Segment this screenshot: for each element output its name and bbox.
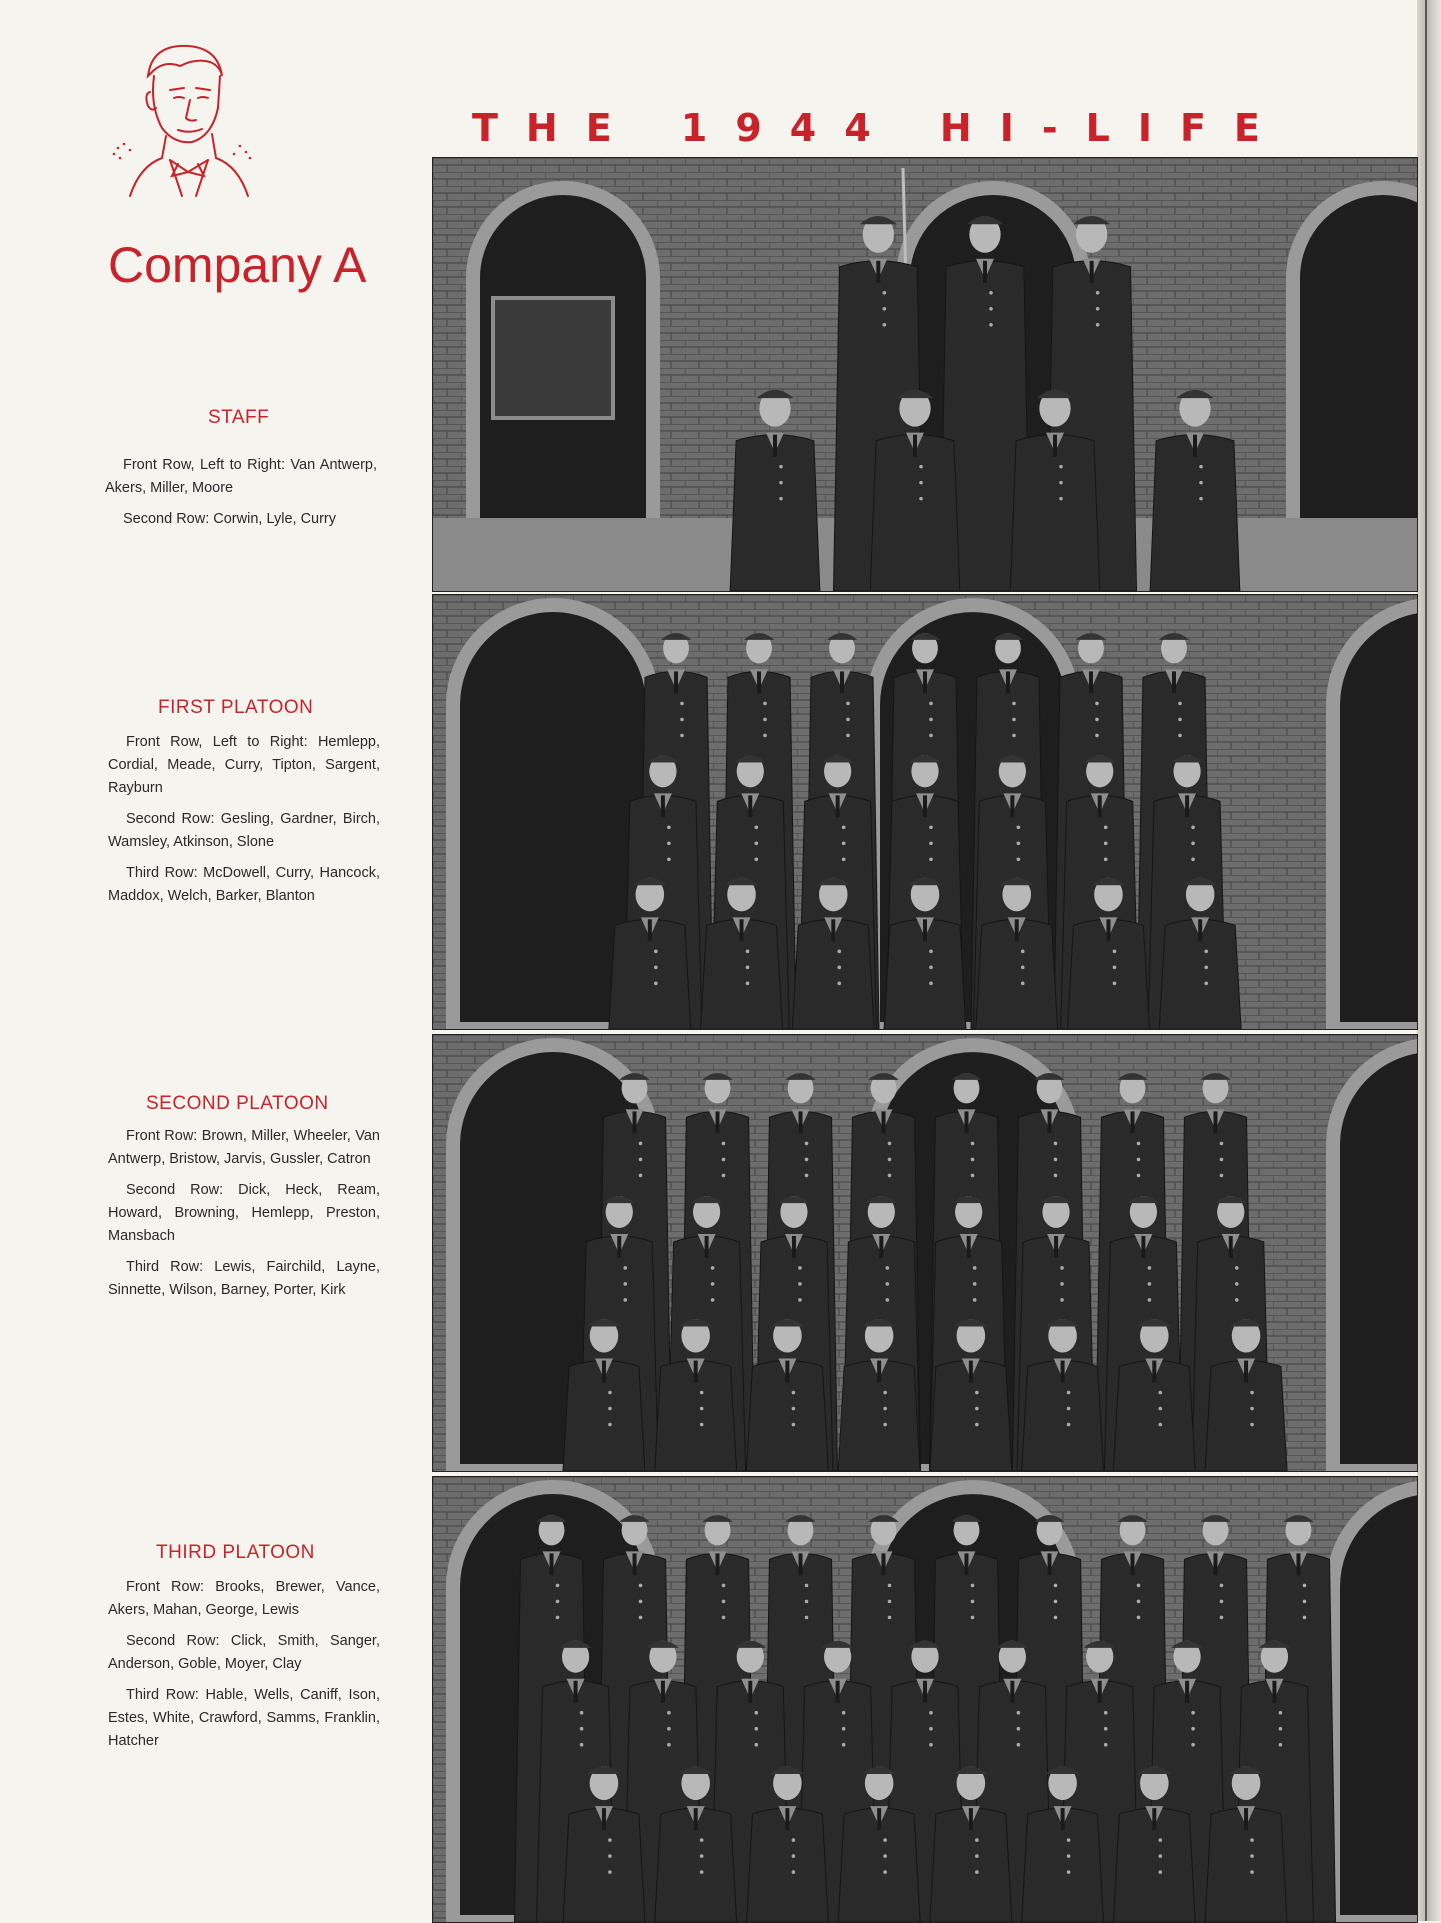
caption-row: Front Row, Left to Right: Van Antwerp, Akers, Miller, Moore (105, 457, 377, 496)
caption-third-platoon (108, 1576, 380, 1761)
section-title-staff: STAFF (208, 407, 270, 428)
caption-row: Front Row: Brooks, Brewer, Vance, Akers, Mahan, George, Lewis (108, 1579, 380, 1618)
caption-row: Second Row: Gesling, Gardner, Birch, Wamsley, Atkinson, Slone (108, 811, 380, 850)
staff-photo-image (433, 158, 1417, 591)
yearbook-title: THE 1944 HI-LIFE (472, 106, 1288, 150)
third-platoon-photo-image (433, 1477, 1417, 1922)
caption-first-platoon (108, 731, 380, 916)
arch-doorway (1333, 1045, 1417, 1471)
caption-row: Third Row: McDowell, Curry, Hancock, Maddox, Welch, Barker, Blanton (108, 865, 380, 904)
section-title-third-platoon: THIRD PLATOON (156, 1542, 315, 1563)
staff-photo (432, 157, 1418, 592)
section-title-second-platoon: SECOND PLATOON (146, 1093, 329, 1114)
portrait-sketch-icon (100, 36, 260, 206)
section-title-first-platoon: FIRST PLATOON (158, 697, 314, 718)
caption-row: Third Row: Lewis, Fairchild, Layne, Sinnette, Wilson, Barney, Porter, Kirk (108, 1259, 380, 1298)
caption-second-platoon (108, 1125, 380, 1310)
window (493, 298, 613, 418)
caption-row: Front Row: Brown, Miller, Wheeler, Van Antwerp, Bristow, Jarvis, Gussler, Catron (108, 1128, 380, 1167)
caption-row: Second Row: Corwin, Lyle, Curry (123, 511, 337, 527)
caption-row: Second Row: Dick, Heck, Ream, Howard, Browning, Hemlepp, Preston, Mansbach (108, 1182, 380, 1244)
second-platoon-photo-image (433, 1035, 1417, 1471)
caption-row: Second Row: Click, Smith, Sanger, Anderson, Goble, Moyer, Clay (108, 1633, 380, 1672)
first-platoon-photo (432, 594, 1418, 1030)
third-platoon-photo (432, 1476, 1418, 1923)
caption-staff (105, 454, 377, 539)
arch-doorway (1333, 1487, 1417, 1922)
first-platoon-photo-image (433, 595, 1417, 1029)
page-title: Company A (108, 237, 367, 293)
second-platoon-photo (432, 1034, 1418, 1472)
caption-row: Front Row, Left to Right: Hemlepp, Cordial, Meade, Curry, Tipton, Sargent, Rayburn (108, 734, 380, 796)
arch-doorway (1333, 605, 1417, 1029)
caption-row: Third Row: Hable, Wells, Caniff, Ison, Estes, White, Crawford, Samms, Franklin, Hatcher (108, 1687, 380, 1749)
binding-edge (1417, 0, 1441, 1921)
